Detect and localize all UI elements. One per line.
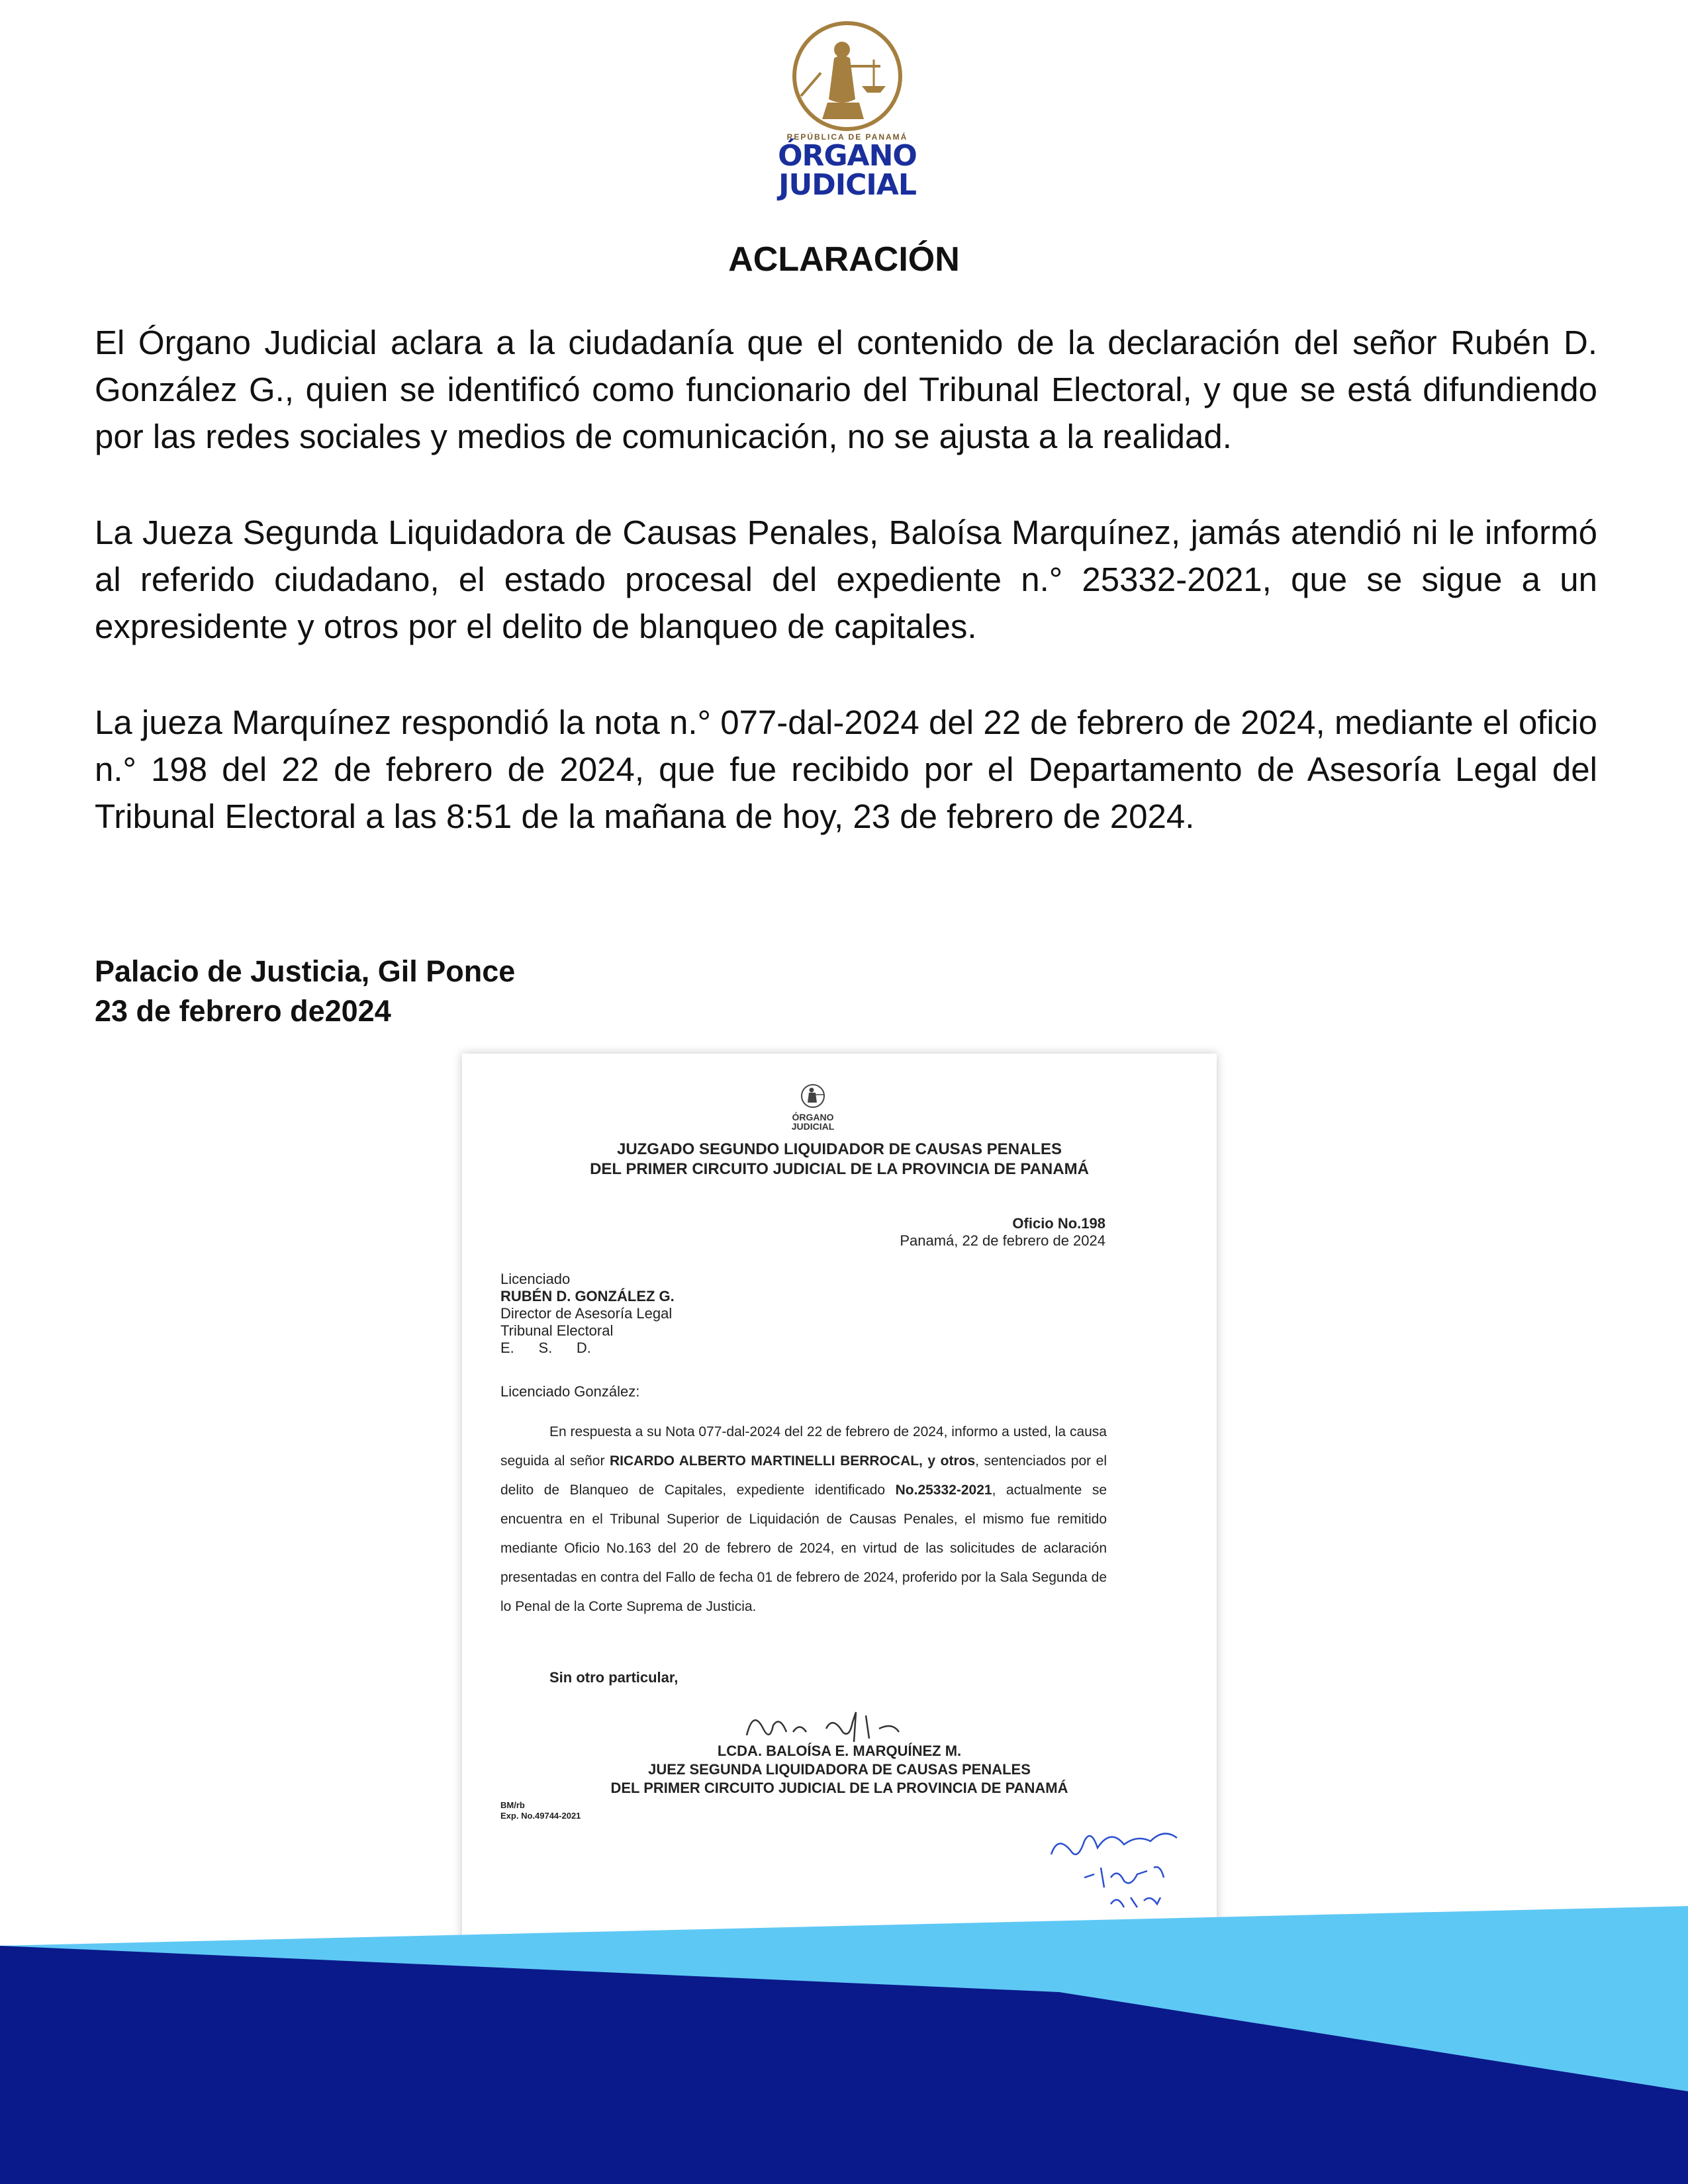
body-text-1: En respuesta a su Nota 077-dal-2024 del 22 de febrero de 2024, informo a usted, la causa seguida al señor: [500, 1424, 1107, 1469]
court-line-1: JUZGADO SEGUNDO LIQUIDADOR DE CAUSAS PENALES: [616, 1140, 1062, 1158]
logo-line-1: ÓRGANO: [778, 139, 917, 173]
page-title: ACLARACIÓN: [728, 240, 960, 279]
addressee-esd: E. S. D.: [500, 1340, 591, 1356]
addressee-institution: Tribunal Electoral: [500, 1322, 614, 1339]
paragraph-1: El Órgano Judicial aclara a la ciudadanía que el contenido de la declaración del señor Rubén D. González G., quien se identificó como funcionario del Tribunal Electoral, y que se está difundiendo por las redes sociales y medios de comunicación, no se ajusta a la realidad.: [95, 324, 1597, 455]
addressee-role: Director de Asesoría Legal: [500, 1305, 673, 1322]
court-line-2: DEL PRIMER CIRCUITO JUDICIAL DE LA PROVINCIA DE PANAMÁ: [590, 1160, 1089, 1178]
place-line: Palacio de Justicia, Gil Ponce: [95, 954, 516, 988]
signer-title-1: JUEZ SEGUNDA LIQUIDADORA DE CAUSAS PENALES: [648, 1761, 1031, 1778]
body-bold-2: No.25332-2021: [895, 1482, 992, 1498]
closing-line: Sin otro particular,: [549, 1669, 679, 1686]
logo-republic-text: REPÚBLICA DE PANAMÁ: [786, 132, 908, 142]
body-bold-1: RICARDO ALBERTO MARTINELLI BERROCAL, y otros: [610, 1453, 976, 1469]
organo-judicial-logo: [768, 20, 927, 202]
signer-block: [462, 1742, 1217, 1797]
addressee-block: [500, 1271, 675, 1357]
statement-body: [95, 319, 1597, 889]
oficio-header: [900, 1215, 1105, 1250]
paragraph-2: La Jueza Segunda Liquidadora de Causas Penales, Baloísa Marquínez, jamás atendió ni le informó al referido ciudadano, el estado procesal del expediente n.° 25332-2021, que se sigue a un expresidente y otros por el delito de blanqueo de capitales.: [95, 514, 1597, 645]
reference-block: [500, 1800, 581, 1821]
body-text-3: , actualmente se encuentra en el Tribunal Superior de Liquidación de Causas Penales, el mismo fue remitido mediante Oficio No.163 del 20 de febrero de 2024, en virtud de las solicitudes de aclaración presentadas en contra del Fallo de fecha 01 de febrero de 2024, proferido por la Sala Segunda de lo Penal de la Corte Suprema de Justicia.: [500, 1482, 1107, 1614]
document-logo-line-1: ÓRGANO: [792, 1112, 834, 1122]
document-logo: [773, 1083, 853, 1131]
salutation: Licenciado González:: [500, 1383, 640, 1400]
signer-name: LCDA. BALOÍSA E. MARQUÍNEZ M.: [717, 1743, 962, 1759]
place-and-date: [95, 952, 515, 1031]
justice-emblem-small-icon: [793, 1083, 833, 1109]
body-text-2: , sentenciados por el delito de Blanqueo de Capitales, expediente identificado: [500, 1453, 1107, 1498]
date-line: 23 de febrero de2024: [95, 994, 391, 1028]
oficio-document-image: [462, 1054, 1217, 1993]
paragraph-3: La jueza Marquínez respondió la nota n.° 077-dal-2024 del 22 de febrero de 2024, mediante el oficio n.° 198 del 22 de febrero de 2024, que fue recibido por el Departamento de Asesoría Legal del Tribunal Electoral a las 8:51 de la mañana de hoy, 23 de febrero de 2024.: [95, 704, 1597, 835]
document-body-paragraph: [500, 1418, 1107, 1621]
footer-wave: [0, 1893, 1688, 2184]
court-heading: [462, 1140, 1217, 1179]
addressee-title: Licenciado: [500, 1271, 571, 1287]
document-logo-line-2: JUDICIAL: [791, 1121, 835, 1132]
addressee-name: RUBÉN D. GONZÁLEZ G.: [500, 1288, 675, 1304]
reference-expediente: Exp. No.49744-2021: [500, 1811, 581, 1821]
oficio-date: Panamá, 22 de febrero de 2024: [900, 1232, 1105, 1249]
reference-initials: BM/rb: [500, 1800, 525, 1810]
oficio-number: Oficio No.198: [1012, 1215, 1105, 1232]
justice-emblem-icon: [781, 20, 914, 132]
signer-title-2: DEL PRIMER CIRCUITO JUDICIAL DE LA PROVINCIA DE PANAMÁ: [610, 1780, 1068, 1796]
logo-line-2: JUDICIAL: [778, 168, 916, 202]
